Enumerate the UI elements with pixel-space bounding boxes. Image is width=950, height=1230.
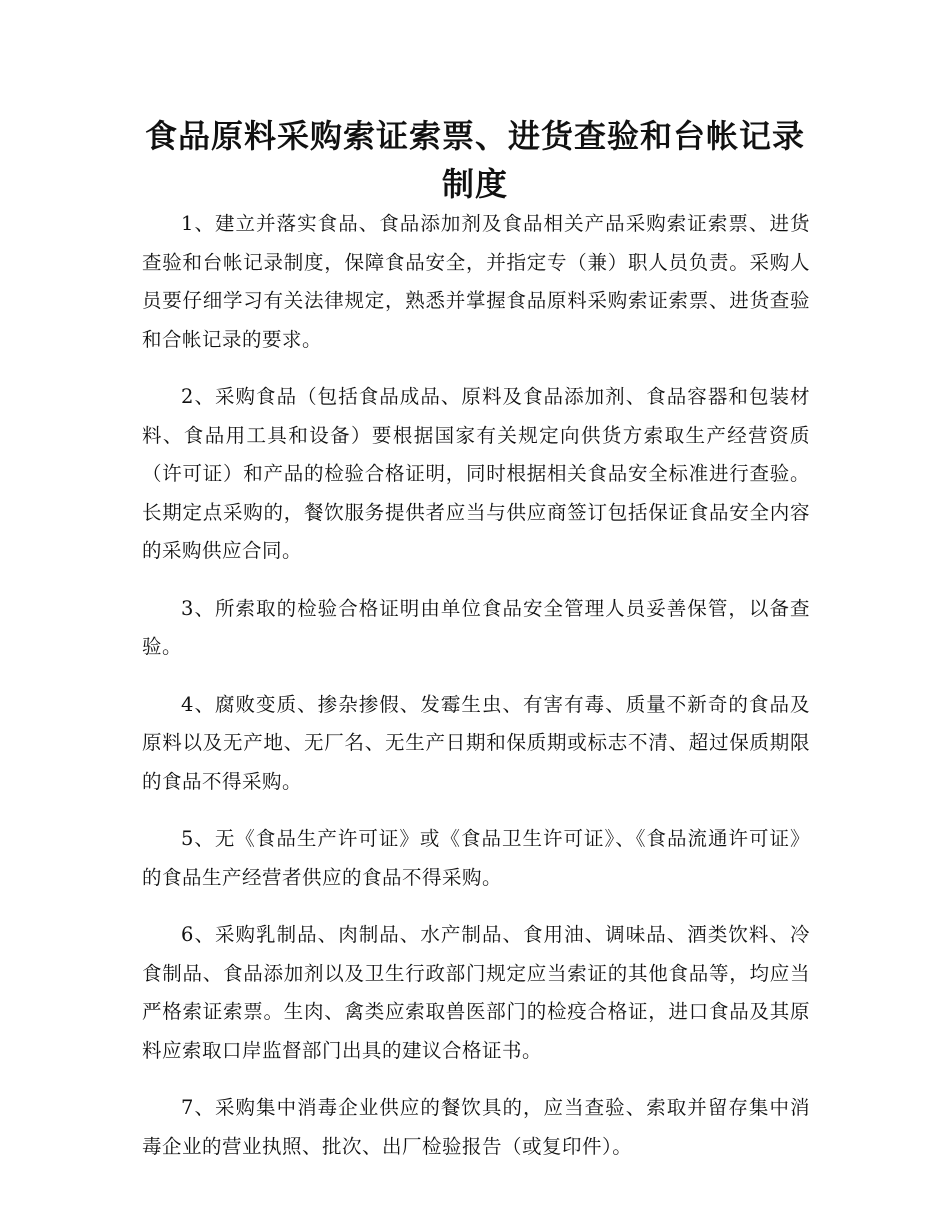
paragraph-2: 2、采购食品（包括食品成品、原料及食品添加剂、食品容器和包装材料、食品用工具和设备）要根据国家有关规定向供货方索取生产经营资质（许可证）和产品的检验合格证明，同时根据相关食品安全标准进行查验。长期定点采购的，餐饮服务提供者应当与供应商签订包括保证食品安全内容的采购供应合同。 [142, 385, 810, 562]
paragraph-7: 7、采购集中消毒企业供应的餐饮具的，应当查验、索取并留存集中消毒企业的营业执照、批次、出厂检验报告（或复印件）。 [142, 1096, 810, 1158]
paragraph-1: 1、建立并落实食品、食品添加剂及食品相关产品采购索证索票、进货查验和台帐记录制度，保障食品安全，并指定专（兼）职人员负责。采购人员要仔细学习有关法律规定，熟悉并掌握食品原料采购索证索票、进货查验和合帐记录的要求。 [142, 212, 810, 351]
paragraph-6: 6、采购乳制品、肉制品、水产制品、食用油、调味品、酒类饮料、冷食制品、食品添加剂以及卫生行政部门规定应当索证的其他食品等，均应当严格索证索票。生肉、禽类应索取兽医部门的检疫合格证，进口食品及其原料应索取口岸监督部门出具的建议合格证书。 [142, 923, 810, 1062]
paragraph-4: 4、腐败变质、掺杂掺假、发霉生虫、有害有毒、质量不新奇的食品及原料以及无产地、无厂名、无生产日期和保质期或标志不清、超过保质期限的食品不得采购。 [142, 692, 810, 793]
document-body [142, 205, 810, 1185]
document-title: 食品原料采购索证索票、进货查验和台帐记录制度 [144, 117, 805, 203]
paragraph-5: 5、无《食品生产许可证》或《食品卫生许可证》、《食品流通许可证》的食品生产经营者供应的食品不得采购。 [142, 827, 810, 889]
paragraph-3: 3、所索取的检验合格证明由单位食品安全管理人员妥善保管，以备查验。 [142, 596, 810, 658]
